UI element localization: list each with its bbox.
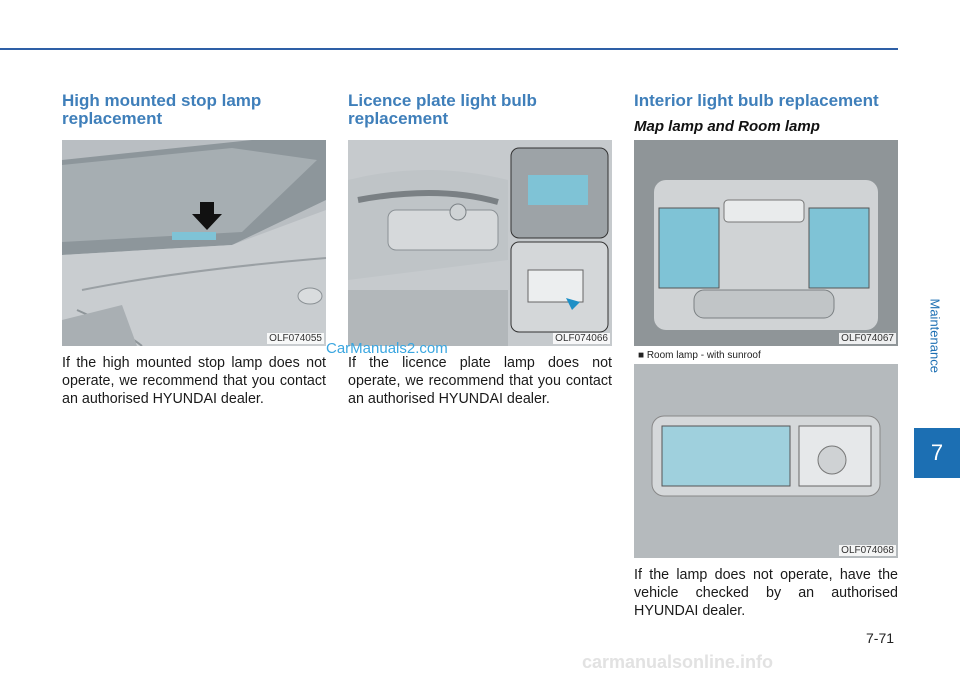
figure-code: OLF074066 [555, 333, 608, 344]
figure-map-lamp [634, 140, 898, 346]
column-stop-lamp [62, 92, 326, 128]
page-number: 7-71 [866, 630, 895, 646]
car-rear-illustration [348, 140, 612, 346]
room-lamp-illustration [634, 364, 898, 558]
section-title: Maintenance [927, 298, 943, 373]
top-rule [0, 48, 898, 50]
footer-watermark: carmanualsonline.info [582, 652, 774, 672]
column-licence-plate [348, 92, 612, 128]
column-interior-light [634, 92, 898, 135]
figure-room-lamp [634, 364, 898, 558]
figure-code: OLF074068 [841, 545, 894, 556]
figure-stop-lamp [62, 140, 326, 346]
watermark: CarManuals2.com [326, 340, 448, 357]
subheading-map-room-lamp: Map lamp and Room lamp [634, 118, 820, 135]
car-rear-window-illustration [62, 140, 326, 346]
map-lamp-illustration [634, 140, 898, 346]
body-interior-light: If the lamp does not operate, have the vehicle checked by an authorised HYUNDAI dealer. [634, 567, 898, 619]
heading-stop-lamp: High mounted stop lamp replacement [62, 91, 262, 128]
figure-code: OLF074055 [269, 333, 322, 344]
section-number-tab: 7 [914, 428, 960, 478]
heading-interior-light: Interior light bulb replacement [634, 91, 879, 110]
body-licence-plate: If the licence plate lamp does not operate, we recommend that you contact an authorised HYUNDAI dealer. [348, 355, 612, 407]
body-stop-lamp: If the high mounted stop lamp does not operate, we recommend that you contact an authorised HYUNDAI dealer. [62, 355, 326, 407]
figure-code: OLF074067 [841, 333, 894, 344]
figure-licence-plate [348, 140, 612, 346]
room-lamp-note: ■ Room lamp - with sunroof [638, 350, 761, 361]
heading-licence-plate: Licence plate light bulb replacement [348, 91, 537, 128]
